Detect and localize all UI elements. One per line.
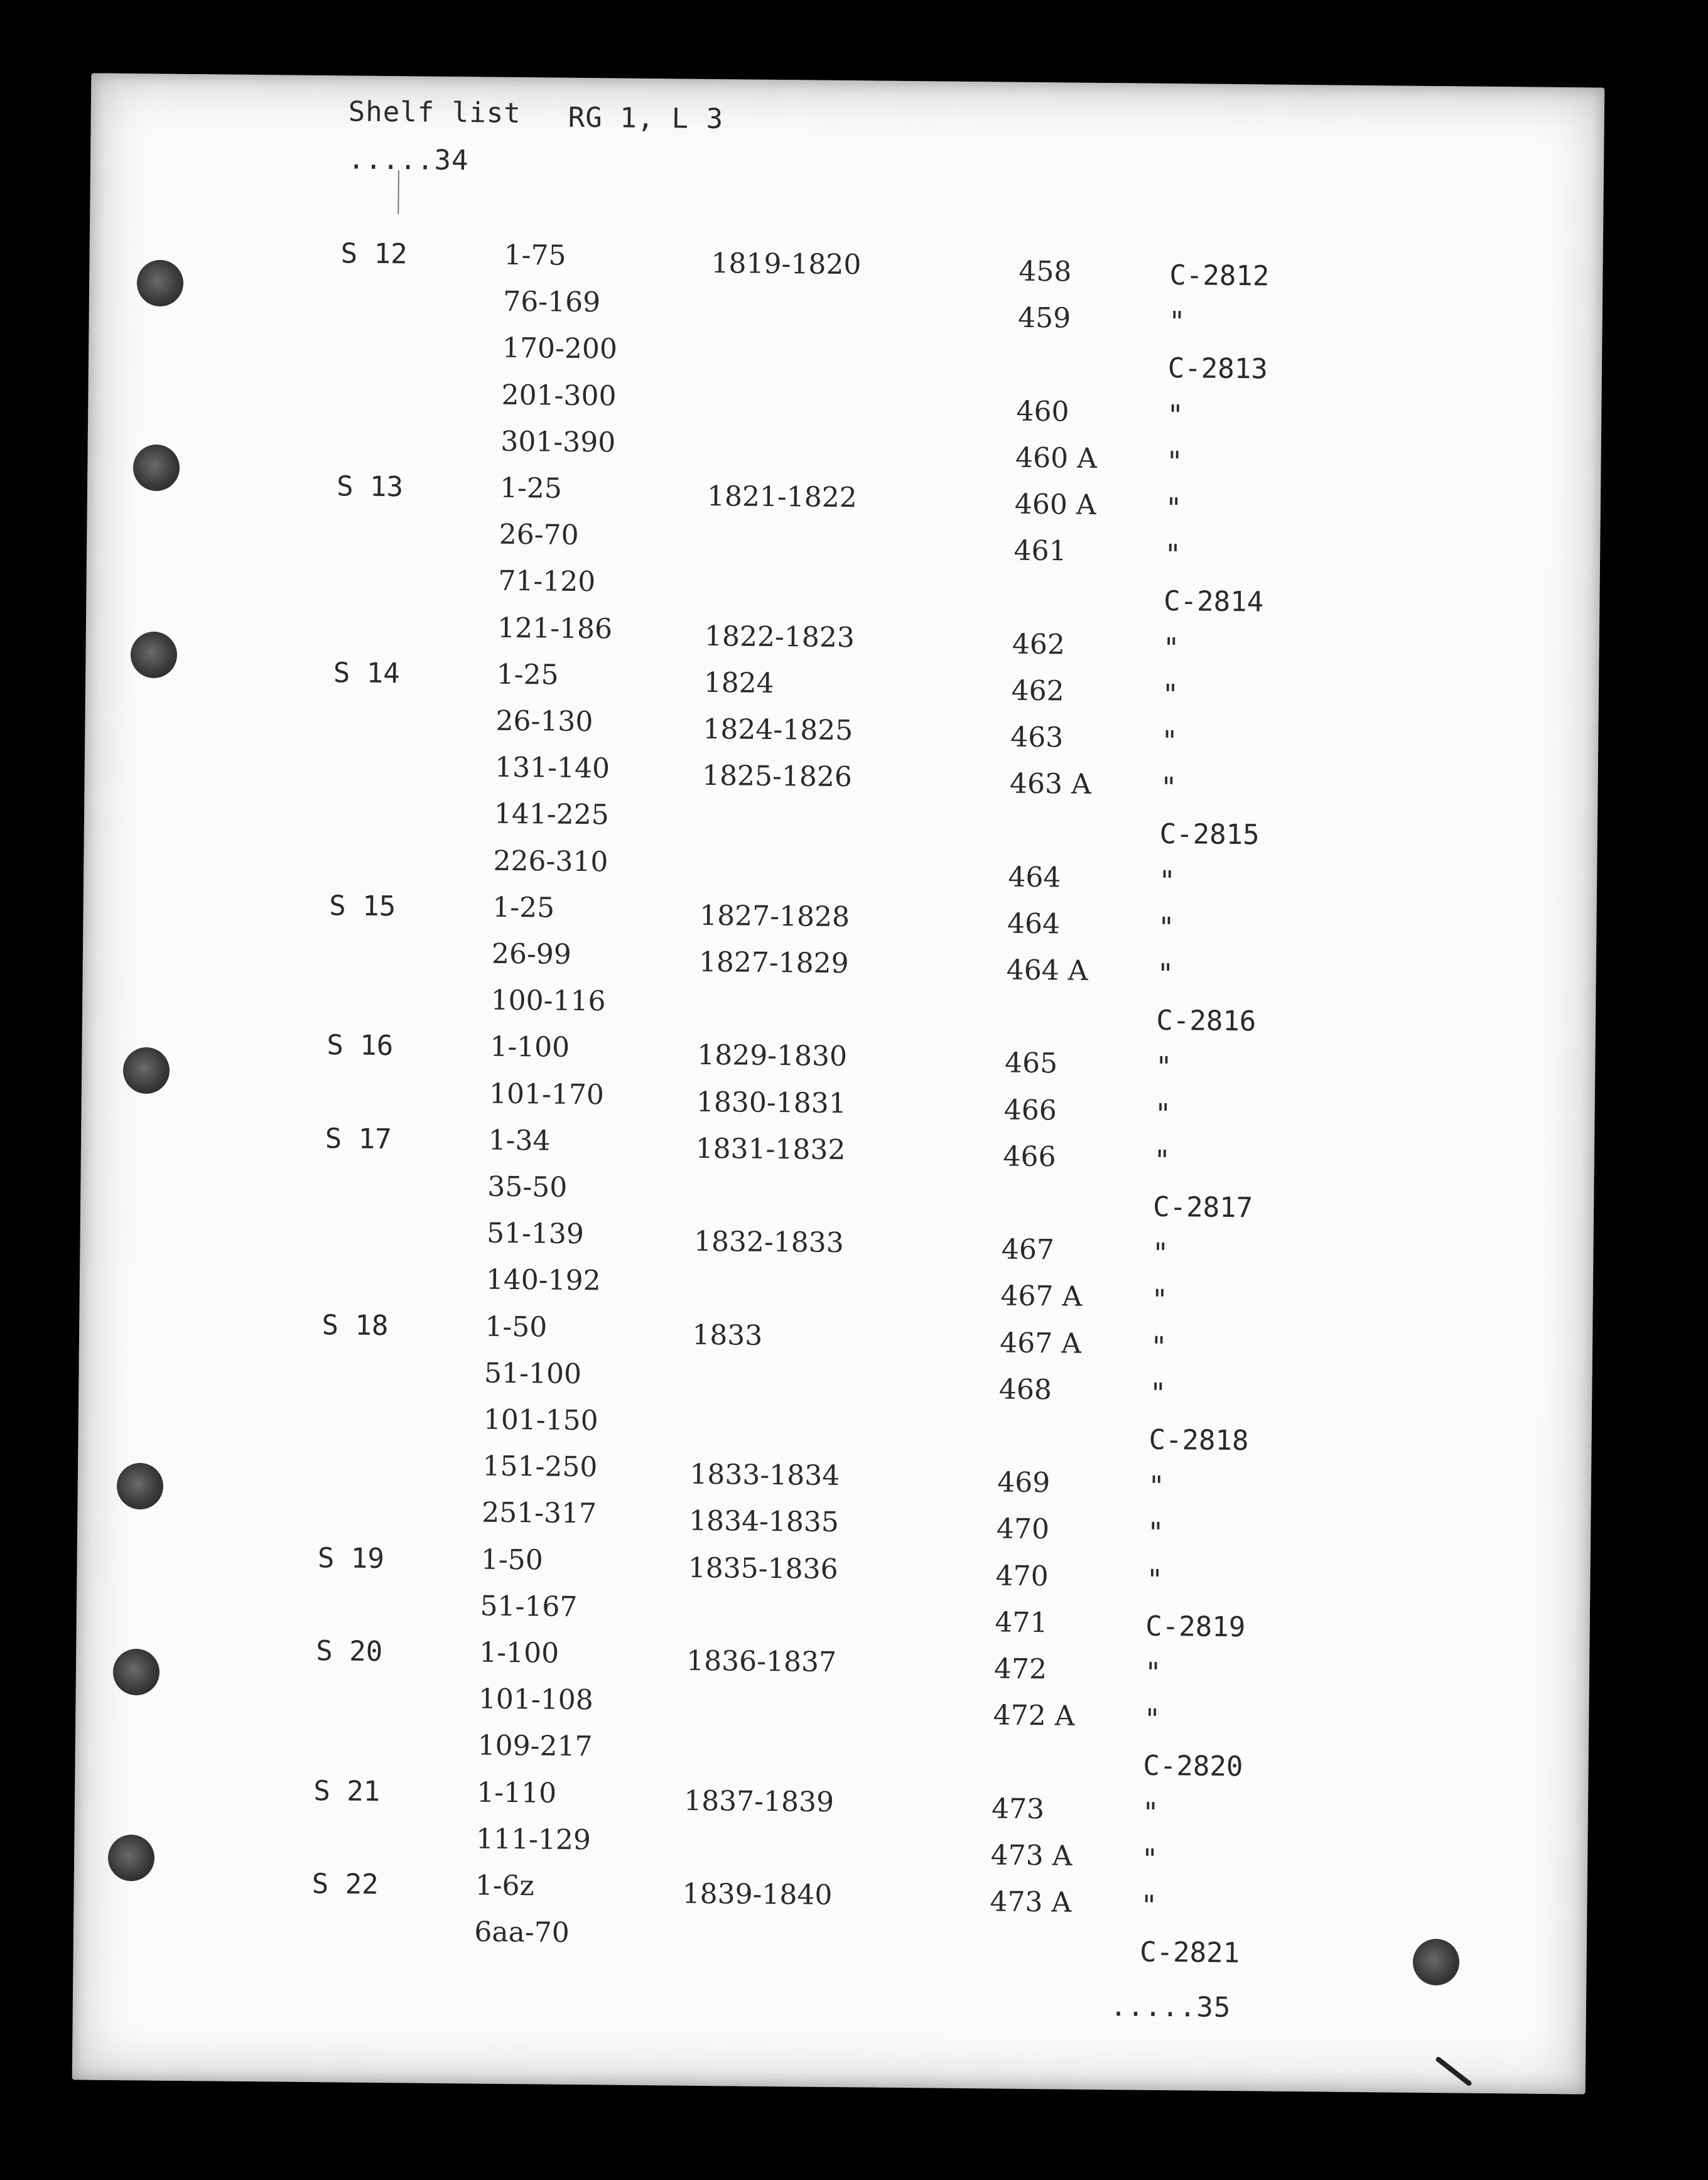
cell-dates: 1831-1832 bbox=[695, 1132, 846, 1166]
cell-files: 109-217 bbox=[477, 1729, 593, 1763]
cell-series: S 15 bbox=[329, 890, 396, 923]
cell-files: 1-75 bbox=[504, 239, 566, 272]
cell-files: 51-139 bbox=[486, 1217, 585, 1251]
cell-reel: " bbox=[1151, 1284, 1169, 1317]
cell-series: S 21 bbox=[313, 1774, 381, 1808]
cell-files: 71-120 bbox=[498, 565, 596, 598]
cell-reel: " bbox=[1152, 1237, 1169, 1270]
cell-series: S 18 bbox=[322, 1309, 389, 1342]
cell-dates: 1837-1839 bbox=[683, 1784, 835, 1818]
cell-reel: " bbox=[1144, 1656, 1162, 1689]
cell-box: 472 bbox=[993, 1653, 1047, 1686]
cell-reel: " bbox=[1146, 1563, 1164, 1596]
cell-series: S 20 bbox=[316, 1635, 383, 1668]
cell-reel: C-2820 bbox=[1143, 1750, 1243, 1783]
cell-reel: " bbox=[1161, 725, 1179, 758]
cell-files: 1-25 bbox=[492, 891, 555, 924]
cell-box: 466 bbox=[1003, 1094, 1057, 1126]
cell-reel: " bbox=[1141, 1843, 1159, 1875]
cell-files: 35-50 bbox=[487, 1170, 568, 1204]
cell-reel: " bbox=[1162, 632, 1180, 664]
cell-dates: 1830-1831 bbox=[696, 1086, 846, 1120]
cell-reel: C-2821 bbox=[1139, 1936, 1240, 1970]
cell-box: 464 bbox=[1008, 861, 1061, 893]
cell-reel: C-2813 bbox=[1167, 352, 1268, 386]
cell-box: 469 bbox=[997, 1466, 1051, 1499]
cell-box: 466 bbox=[1003, 1140, 1056, 1174]
cell-reel: " bbox=[1168, 306, 1186, 338]
cell-box: 470 bbox=[996, 1513, 1050, 1546]
cell-files: 121-186 bbox=[497, 612, 613, 645]
cell-files: 170-200 bbox=[502, 332, 618, 365]
punch-hole bbox=[113, 1649, 159, 1695]
cell-box: 464 bbox=[1007, 907, 1061, 941]
cell-box: 473 A bbox=[990, 1839, 1073, 1872]
cell-box: 460 A bbox=[1014, 488, 1096, 521]
document-page bbox=[72, 73, 1605, 2095]
cell-series: S 17 bbox=[325, 1122, 392, 1155]
cell-reel: " bbox=[1157, 958, 1174, 991]
cell-dates: 1819-1820 bbox=[711, 247, 862, 281]
punch-hole bbox=[108, 1835, 154, 1881]
cell-series: S 22 bbox=[311, 1868, 379, 1901]
cell-series: S 19 bbox=[317, 1541, 385, 1575]
cell-dates: 1832-1833 bbox=[693, 1225, 845, 1260]
cell-files: 1-34 bbox=[488, 1124, 551, 1157]
cell-box: 473 A bbox=[990, 1886, 1072, 1919]
cell-reel: " bbox=[1140, 1889, 1158, 1922]
cell-files: 100-116 bbox=[490, 984, 606, 1018]
cell-reel: " bbox=[1157, 911, 1175, 944]
cell-dates: 1824 bbox=[703, 666, 774, 699]
cell-dates: 1833 bbox=[692, 1319, 763, 1352]
cell-reel: " bbox=[1150, 1330, 1167, 1363]
cell-dates: 1821-1822 bbox=[706, 480, 858, 514]
cell-reel: " bbox=[1148, 1470, 1165, 1503]
cell-box: 473 bbox=[991, 1792, 1045, 1825]
cell-files: 1-50 bbox=[485, 1310, 548, 1344]
cell-files: 51-167 bbox=[480, 1590, 578, 1623]
cell-files: 131-140 bbox=[494, 751, 610, 785]
cell-box: 472 A bbox=[993, 1699, 1075, 1732]
next-page-ref: .....35 bbox=[1110, 1990, 1231, 2024]
cell-files: 26-130 bbox=[495, 704, 593, 738]
cell-series: S 12 bbox=[340, 237, 408, 271]
cell-files: 301-390 bbox=[500, 425, 616, 459]
margin-rule bbox=[397, 170, 399, 214]
cell-reel: C-2817 bbox=[1152, 1190, 1253, 1224]
cell-dates: 1833-1834 bbox=[689, 1458, 840, 1492]
punch-hole bbox=[117, 1463, 163, 1509]
cell-files: 101-150 bbox=[483, 1403, 598, 1437]
cell-files: 76-169 bbox=[503, 286, 601, 319]
cell-dates: 1824-1825 bbox=[703, 713, 853, 747]
cell-box: 470 bbox=[995, 1560, 1049, 1592]
cell-files: 1-100 bbox=[490, 1031, 570, 1064]
cell-series: S 14 bbox=[333, 657, 401, 690]
cell-reel: " bbox=[1162, 678, 1179, 711]
punch-hole bbox=[1413, 1939, 1459, 1985]
cell-files: 26-70 bbox=[499, 518, 579, 552]
cell-reel: C-2812 bbox=[1169, 259, 1270, 293]
punch-hole bbox=[137, 260, 183, 306]
cell-reel: " bbox=[1160, 772, 1177, 804]
cell-files: 1-6z bbox=[475, 1869, 535, 1902]
cell-dates: 1836-1837 bbox=[686, 1644, 837, 1679]
cell-files: 101-108 bbox=[478, 1683, 594, 1717]
cell-dates: 1822-1823 bbox=[704, 620, 855, 654]
cell-reel: " bbox=[1149, 1377, 1167, 1410]
cell-files: 151-250 bbox=[482, 1450, 598, 1484]
cell-box: 460 bbox=[1016, 395, 1069, 428]
cell-box: 461 bbox=[1013, 534, 1067, 568]
cell-reel: " bbox=[1147, 1517, 1164, 1550]
cell-files: 1-25 bbox=[496, 658, 559, 691]
cell-files: 1-100 bbox=[479, 1636, 559, 1670]
cell-dates: 1827-1829 bbox=[698, 946, 849, 980]
cell-files: 111-129 bbox=[475, 1823, 592, 1857]
cell-files: 141-225 bbox=[494, 798, 609, 831]
cell-dates: 1827-1828 bbox=[699, 899, 850, 933]
cell-reel: " bbox=[1143, 1703, 1161, 1736]
cell-dates: 1829-1830 bbox=[696, 1039, 848, 1073]
cell-reel: " bbox=[1142, 1796, 1159, 1829]
cell-box: 460 A bbox=[1015, 441, 1098, 475]
cell-box: 458 bbox=[1019, 255, 1072, 288]
cell-box: 471 bbox=[995, 1606, 1048, 1639]
cell-files: 226-310 bbox=[493, 844, 608, 878]
cell-reel: " bbox=[1155, 1051, 1172, 1084]
cell-box: 462 bbox=[1011, 674, 1064, 708]
cell-files: 1-50 bbox=[480, 1543, 543, 1577]
cell-box: 463 bbox=[1010, 721, 1064, 754]
punch-hole bbox=[123, 1047, 170, 1094]
cell-files: 1-110 bbox=[477, 1776, 557, 1810]
previous-page-ref: .....34 bbox=[347, 143, 469, 177]
cell-dates: 1825-1826 bbox=[701, 760, 853, 794]
cell-files: 140-192 bbox=[485, 1264, 601, 1297]
cell-reel: C-2819 bbox=[1145, 1610, 1246, 1644]
punch-hole bbox=[131, 632, 177, 678]
cell-box: 467 A bbox=[1000, 1280, 1083, 1314]
cell-series: S 13 bbox=[336, 470, 404, 504]
cell-series: S 16 bbox=[327, 1029, 394, 1062]
cell-reel: " bbox=[1167, 399, 1184, 431]
cell-box: 459 bbox=[1017, 301, 1071, 335]
cell-reel: C-2818 bbox=[1149, 1423, 1249, 1457]
shelf-list-title: Shelf list bbox=[348, 95, 521, 130]
punch-hole bbox=[133, 445, 180, 491]
cell-box: 467 bbox=[1001, 1233, 1055, 1266]
record-group-label: RG 1, L 3 bbox=[568, 101, 724, 136]
cell-reel: C-2815 bbox=[1159, 818, 1260, 851]
cell-box: 464 A bbox=[1006, 954, 1088, 987]
cell-files: 51-100 bbox=[484, 1357, 582, 1390]
cell-files: 1-25 bbox=[499, 472, 563, 505]
cell-reel: C-2814 bbox=[1163, 585, 1264, 618]
cell-files: 26-99 bbox=[491, 937, 572, 971]
cell-reel: " bbox=[1154, 1144, 1171, 1177]
cell-box: 467 A bbox=[999, 1327, 1082, 1360]
cell-reel: " bbox=[1165, 492, 1182, 525]
cell-dates: 1835-1836 bbox=[688, 1551, 838, 1585]
cell-files: 201-300 bbox=[501, 379, 617, 413]
cell-reel: " bbox=[1165, 445, 1183, 478]
cell-reel: " bbox=[1154, 1098, 1172, 1130]
cell-box: 465 bbox=[1004, 1047, 1058, 1080]
cell-dates: 1839-1840 bbox=[682, 1877, 833, 1911]
cell-files: 101-170 bbox=[489, 1077, 605, 1111]
cell-dates: 1834-1835 bbox=[688, 1505, 840, 1539]
cell-files: 251-317 bbox=[481, 1496, 597, 1530]
cell-files: 6aa-70 bbox=[474, 1916, 570, 1950]
cell-reel: C-2816 bbox=[1156, 1005, 1257, 1038]
cell-box: 468 bbox=[998, 1373, 1052, 1406]
cell-reel: " bbox=[1164, 539, 1182, 571]
cell-box: 463 A bbox=[1009, 767, 1091, 801]
cell-reel: " bbox=[1159, 865, 1176, 897]
cell-box: 462 bbox=[1012, 628, 1066, 661]
